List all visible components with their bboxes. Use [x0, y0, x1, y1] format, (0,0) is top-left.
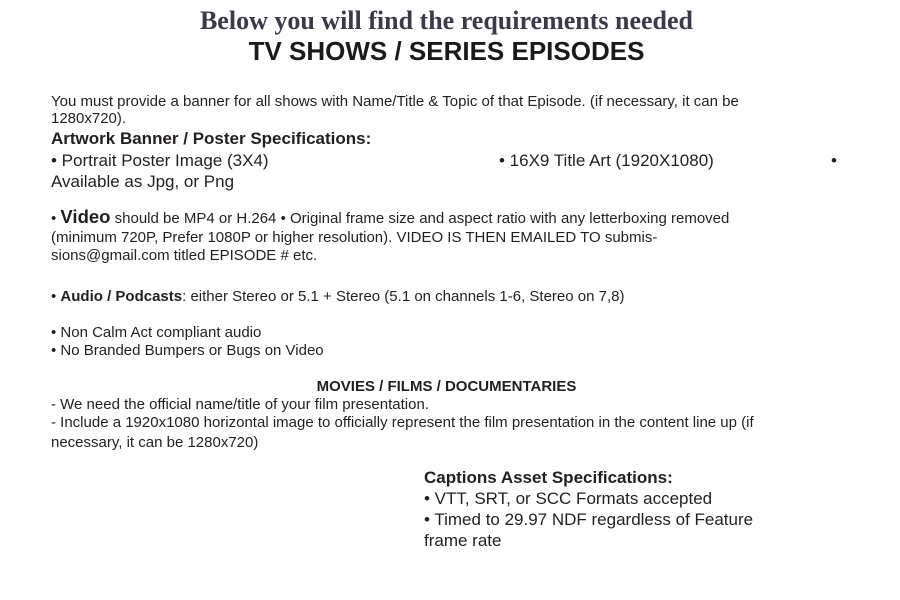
artwork-item-portrait-poster: • Portrait Poster Image (3X4) [51, 151, 269, 170]
movies-item-title: - We need the official name/title of your film presentation. [51, 396, 429, 413]
compliance-item-calm-act: • Non Calm Act compliant audio [51, 324, 262, 341]
video-spec-line-2: (minimum 720P, Prefer 1080P or higher resolution). VIDEO IS THEN EMAILED TO submis- [51, 229, 658, 246]
captions-section-title: Captions Asset Specifications: [424, 468, 673, 487]
movies-item-image-line-2: necessary, it can be 1280x720) [51, 434, 259, 451]
header-subtitle: Below you will find the requirements needed [199, 6, 694, 35]
movies-item-image-line-1: - Include a 1920x1080 horizontal image to officially represent the film presentation in the content line up (if [51, 414, 754, 431]
banner-note-line-1: You must provide a banner for all shows with Name/Title & Topic of that Episode. (if necessary, it can be [51, 93, 739, 110]
video-keyword: Video [60, 206, 111, 227]
artwork-item-title-art: • 16X9 Title Art (1920X1080) [499, 151, 714, 170]
movies-section-title: MOVIES / FILMS / DOCUMENTARIES [316, 378, 577, 395]
video-spec-text: should be MP4 or H.264 • Original frame size and aspect ratio with any letterboxing removed [110, 210, 730, 227]
audio-keyword: Audio / Podcasts [60, 288, 183, 305]
captions-item-timing-line-2: frame rate [424, 531, 502, 550]
artwork-item-formats: Available as Jpg, or Png [51, 172, 235, 191]
audio-spec-text: : either Stereo or 5.1 + Stereo (5.1 on channels 1-6, Stereo on 7,8) [182, 288, 625, 305]
audio-spec [51, 288, 624, 306]
video-spec-line-3: sions@gmail.com titled EPISODE # etc. [51, 247, 318, 264]
header-title: TV SHOWS / SERIES EPISODES [248, 36, 645, 66]
video-bullet: • [51, 210, 61, 227]
banner-note-line-2: 1280x720). [51, 110, 127, 127]
compliance-item-bumpers: • No Branded Bumpers or Bugs on Video [51, 342, 324, 359]
artwork-section-title: Artwork Banner / Poster Specifications: [51, 129, 372, 148]
captions-item-formats: • VTT, SRT, or SCC Formats accepted [424, 489, 713, 508]
video-spec-line-1 [51, 208, 729, 228]
captions-item-timing-line-1: • Timed to 29.97 NDF regardless of Feature [424, 510, 754, 529]
artwork-item-bullet: • [831, 151, 837, 170]
audio-bullet: • [51, 288, 61, 305]
